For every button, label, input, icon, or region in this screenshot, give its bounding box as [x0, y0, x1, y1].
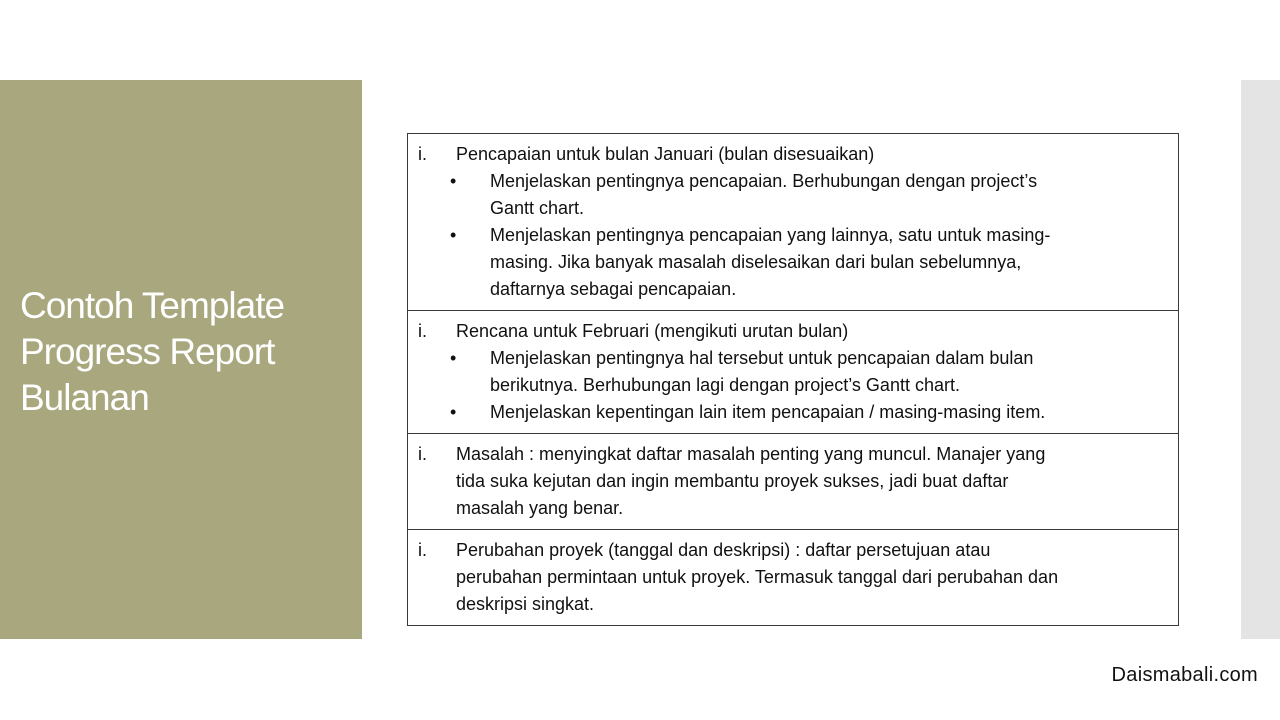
- bullet-marker: •: [450, 171, 457, 191]
- bullet-marker: •: [450, 402, 457, 422]
- table-cell: [408, 134, 1179, 311]
- table-cell: [408, 434, 1179, 530]
- list-marker: i.: [418, 540, 427, 560]
- list-marker: i.: [418, 444, 427, 464]
- bullet-text: Menjelaskan pentingnya pencapaian yang lainnya, satu untuk masing-: [490, 225, 1051, 245]
- section-text: masalah yang benar.: [456, 498, 624, 518]
- section-text: Masalah : menyingkat daftar masalah penting yang muncul. Manajer yang: [456, 444, 1046, 464]
- bullet-marker: •: [450, 348, 457, 368]
- bullet-text: berikutnya. Berhubungan lagi dengan project’s Gantt chart.: [490, 375, 960, 395]
- section-heading: Rencana untuk Februari (mengikuti urutan bulan): [456, 321, 849, 341]
- bullet-marker: •: [450, 225, 457, 245]
- table-row: [408, 311, 1179, 434]
- table-row: [408, 530, 1179, 626]
- table-cell: [408, 530, 1179, 626]
- bullet-text: Gantt chart.: [490, 198, 585, 218]
- section-text: perubahan permintaan untuk proyek. Termasuk tanggal dari perubahan dan: [456, 567, 1059, 587]
- section-text: Perubahan proyek (tanggal dan deskripsi) : daftar persetujuan atau: [456, 540, 991, 560]
- slide-title-line: Progress Report: [20, 331, 275, 372]
- slide-title-line: Contoh Template: [20, 285, 285, 326]
- section-heading: Pencapaian untuk bulan Januari (bulan disesuaikan): [456, 144, 875, 164]
- bullet-text: daftarnya sebagai pencapaian.: [490, 279, 737, 299]
- table-row: [408, 134, 1179, 311]
- watermark-text: Daismabali.com: [1111, 664, 1258, 686]
- section-text: deskripsi singkat.: [456, 594, 595, 614]
- bullet-text: Menjelaskan pentingnya hal tersebut untuk pencapaian dalam bulan: [490, 348, 1034, 368]
- section-text: tida suka kejutan dan ingin membantu proyek sukses, jadi buat daftar: [456, 471, 1009, 491]
- slide-title-line: Bulanan: [20, 377, 149, 418]
- bullet-text: Menjelaskan pentingnya pencapaian. Berhubungan dengan project’s: [490, 171, 1038, 191]
- slide-title: [20, 283, 350, 421]
- bullet-text: masing. Jika banyak masalah diselesaikan dari bulan sebelumnya,: [490, 252, 1022, 272]
- table-cell: [408, 311, 1179, 434]
- bullet-text: Menjelaskan kepentingan lain item pencapaian / masing-masing item.: [490, 402, 1046, 422]
- list-marker: i.: [418, 321, 427, 341]
- content-table: [407, 133, 1179, 626]
- side-decoration-bar: [1241, 80, 1280, 639]
- table-row: [408, 434, 1179, 530]
- list-marker: i.: [418, 144, 427, 164]
